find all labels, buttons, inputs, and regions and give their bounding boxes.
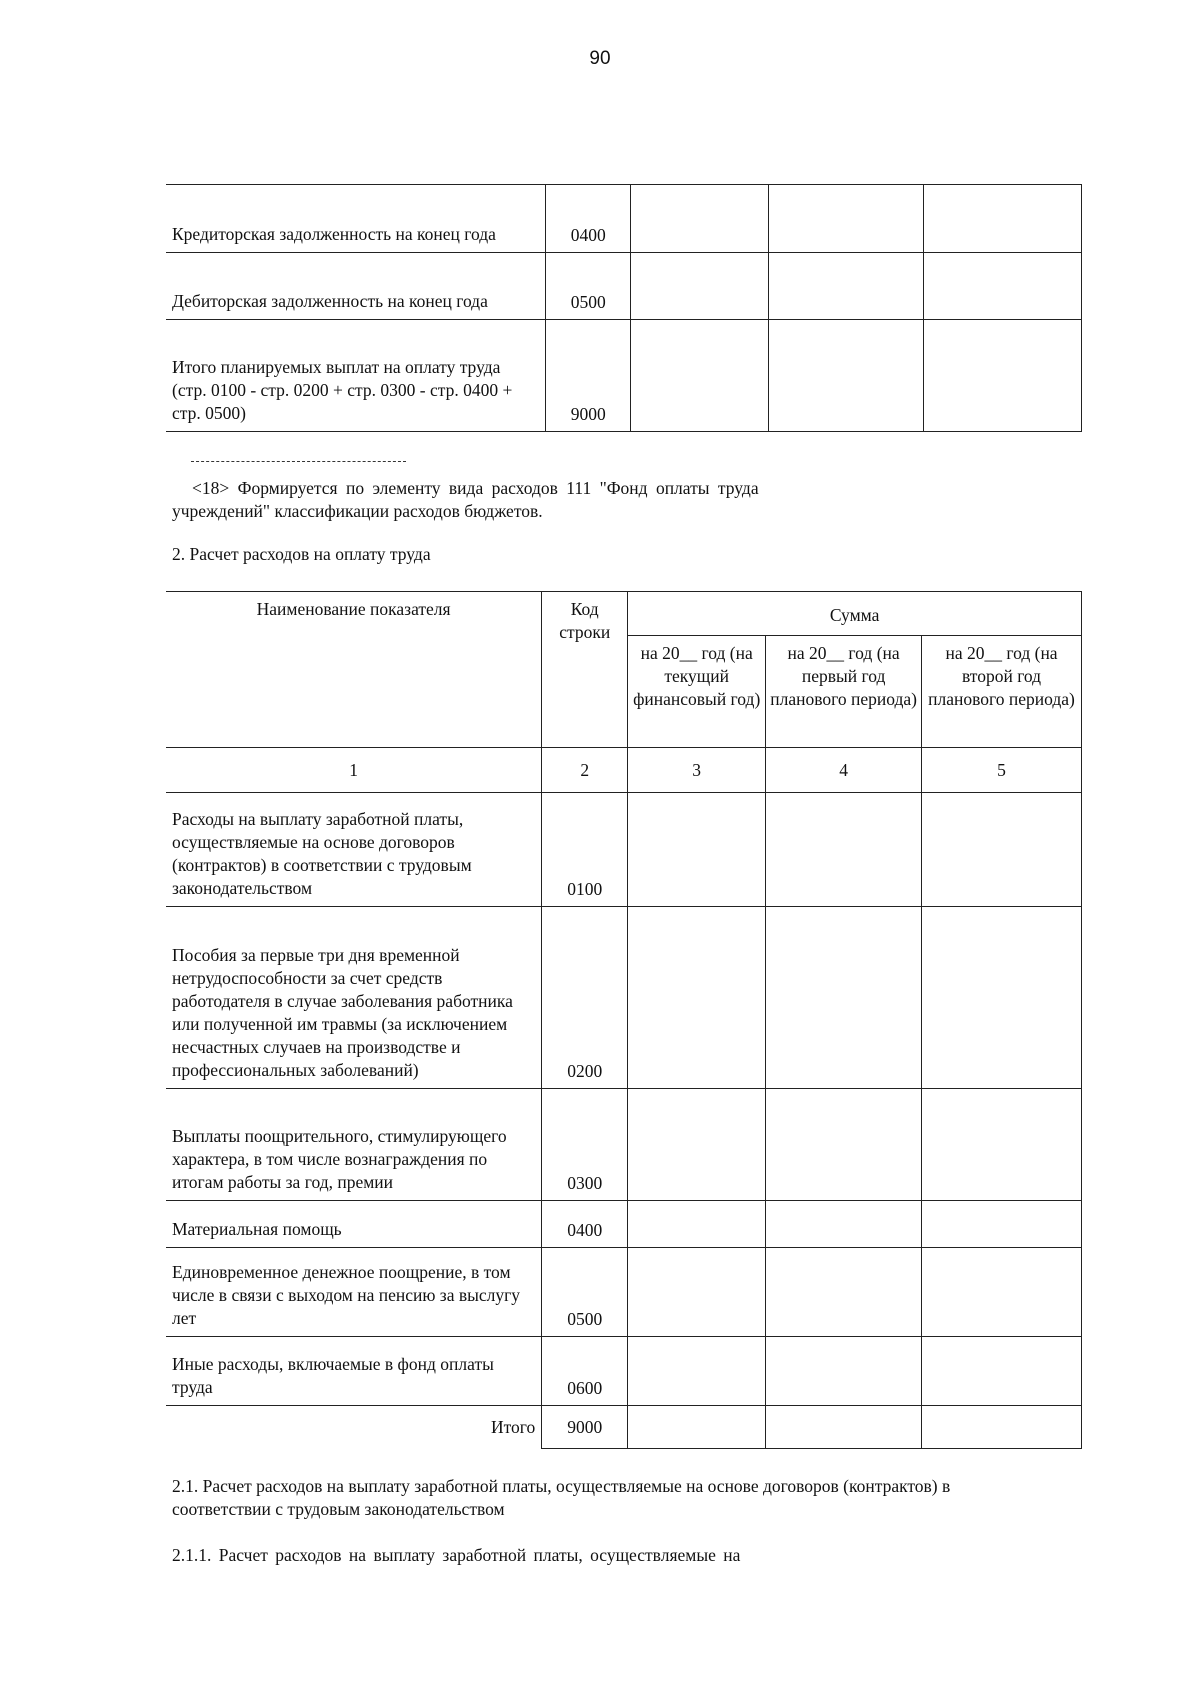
footnote-separator (191, 461, 406, 462)
row-code: 9000 (546, 320, 631, 432)
value-cell[interactable] (766, 793, 922, 907)
row-label: Кредиторская задолженность на конец года (166, 185, 546, 253)
value-cell[interactable] (628, 1089, 766, 1201)
value-cell[interactable] (922, 1089, 1082, 1201)
value-cell[interactable] (924, 320, 1082, 432)
header-name: Наименование показателя (166, 592, 542, 748)
row-code: 0600 (542, 1337, 628, 1406)
value-cell[interactable] (766, 1089, 922, 1201)
value-cell[interactable] (766, 1201, 922, 1248)
footnote-line-1: <18> Формируется по элементу вида расходов 111 "Фонд оплаты труда (192, 478, 759, 498)
table-row (166, 1089, 1082, 1201)
row-label: Единовременное денежное поощрение, в том числе в связи с выходом на пенсию за выслугу лет (166, 1248, 542, 1337)
table-header-row (166, 592, 1082, 636)
footnote-line-2: учреждений" классификации расходов бюджетов. (172, 501, 543, 521)
table-row (166, 320, 1082, 432)
table-row (166, 793, 1082, 907)
column-numbers-row (166, 748, 1082, 793)
value-cell[interactable] (924, 253, 1082, 320)
row-label: Материальная помощь (166, 1201, 542, 1248)
value-cell[interactable] (628, 1337, 766, 1406)
value-cell[interactable] (631, 185, 769, 253)
footnote (172, 477, 1052, 523)
total-row (166, 1406, 1082, 1449)
header-col-3: на 20__ год (на текущий финансовый год) (628, 636, 766, 748)
section-2-1-title: 2.1. Расчет расходов на выплату заработной платы, осуществляемые на основе договоров (контрактов) в соответствии с трудовым законодательством (172, 1476, 951, 1519)
value-cell[interactable] (766, 1248, 922, 1337)
value-cell[interactable] (922, 907, 1082, 1089)
value-cell[interactable] (628, 1201, 766, 1248)
table-row (166, 1248, 1082, 1337)
header-col-5: на 20__ год (на второй год планового периода) (922, 636, 1082, 748)
table-row (166, 185, 1082, 253)
row-code: 0400 (542, 1201, 628, 1248)
value-cell[interactable] (628, 1406, 766, 1449)
column-number: 5 (922, 748, 1082, 793)
row-label: Итого планируемых выплат на оплату труда (стр. 0100 - стр. 0200 + стр. 0300 - стр. 0400 + стр. 0500) (166, 320, 546, 432)
total-code: 9000 (542, 1406, 628, 1449)
value-cell[interactable] (924, 185, 1082, 253)
value-cell[interactable] (922, 1406, 1082, 1449)
column-number: 3 (628, 748, 766, 793)
value-cell[interactable] (922, 1201, 1082, 1248)
value-cell[interactable] (766, 1337, 922, 1406)
row-label: Расходы на выплату заработной платы, осуществляемые на основе договоров (контрактов) в соответствии с трудовым законодательством (166, 793, 542, 907)
column-number: 1 (166, 748, 542, 793)
value-cell[interactable] (631, 253, 769, 320)
value-cell[interactable] (922, 793, 1082, 907)
row-label: Дебиторская задолженность на конец года (166, 253, 546, 320)
value-cell[interactable] (769, 253, 924, 320)
value-cell[interactable] (766, 907, 922, 1089)
row-label: Пособия за первые три дня временной нетрудоспособности за счет средств работодателя в случае заболевания работника или полученной им травмы (за исключением несчастных случаев на производстве и профессиональных заболеваний) (166, 907, 542, 1089)
row-code: 0500 (546, 253, 631, 320)
total-label: Итого (166, 1406, 542, 1449)
value-cell[interactable] (922, 1248, 1082, 1337)
row-code: 0300 (542, 1089, 628, 1201)
table-row (166, 907, 1082, 1089)
row-code: 0500 (542, 1248, 628, 1337)
header-sum: Сумма (628, 592, 1082, 636)
value-cell[interactable] (628, 793, 766, 907)
liabilities-table (166, 184, 1082, 432)
header-code: Код строки (542, 592, 628, 748)
table-row (166, 1337, 1082, 1406)
row-code: 0100 (542, 793, 628, 907)
page-number: 90 (589, 48, 611, 69)
header-col-4: на 20__ год (на первый год планового периода) (766, 636, 922, 748)
table-row (166, 253, 1082, 320)
section-2-title: 2. Расчет расходов на оплату труда (172, 544, 431, 564)
value-cell[interactable] (769, 320, 924, 432)
value-cell[interactable] (922, 1337, 1082, 1406)
row-code: 0400 (546, 185, 631, 253)
column-number: 4 (766, 748, 922, 793)
row-label: Выплаты поощрительного, стимулирующего характера, в том числе вознаграждения по итогам работы за год, премии (166, 1089, 542, 1201)
column-number: 2 (542, 748, 628, 793)
row-label: Иные расходы, включаемые в фонд оплаты труда (166, 1337, 542, 1406)
value-cell[interactable] (769, 185, 924, 253)
value-cell[interactable] (628, 907, 766, 1089)
value-cell[interactable] (628, 1248, 766, 1337)
value-cell[interactable] (766, 1406, 922, 1449)
payroll-expenses-table (166, 591, 1082, 1449)
section-2-1-1-title: 2.1.1. Расчет расходов на выплату заработной платы, осуществляемые на (172, 1545, 741, 1565)
value-cell[interactable] (631, 320, 769, 432)
row-code: 0200 (542, 907, 628, 1089)
table-row (166, 1201, 1082, 1248)
